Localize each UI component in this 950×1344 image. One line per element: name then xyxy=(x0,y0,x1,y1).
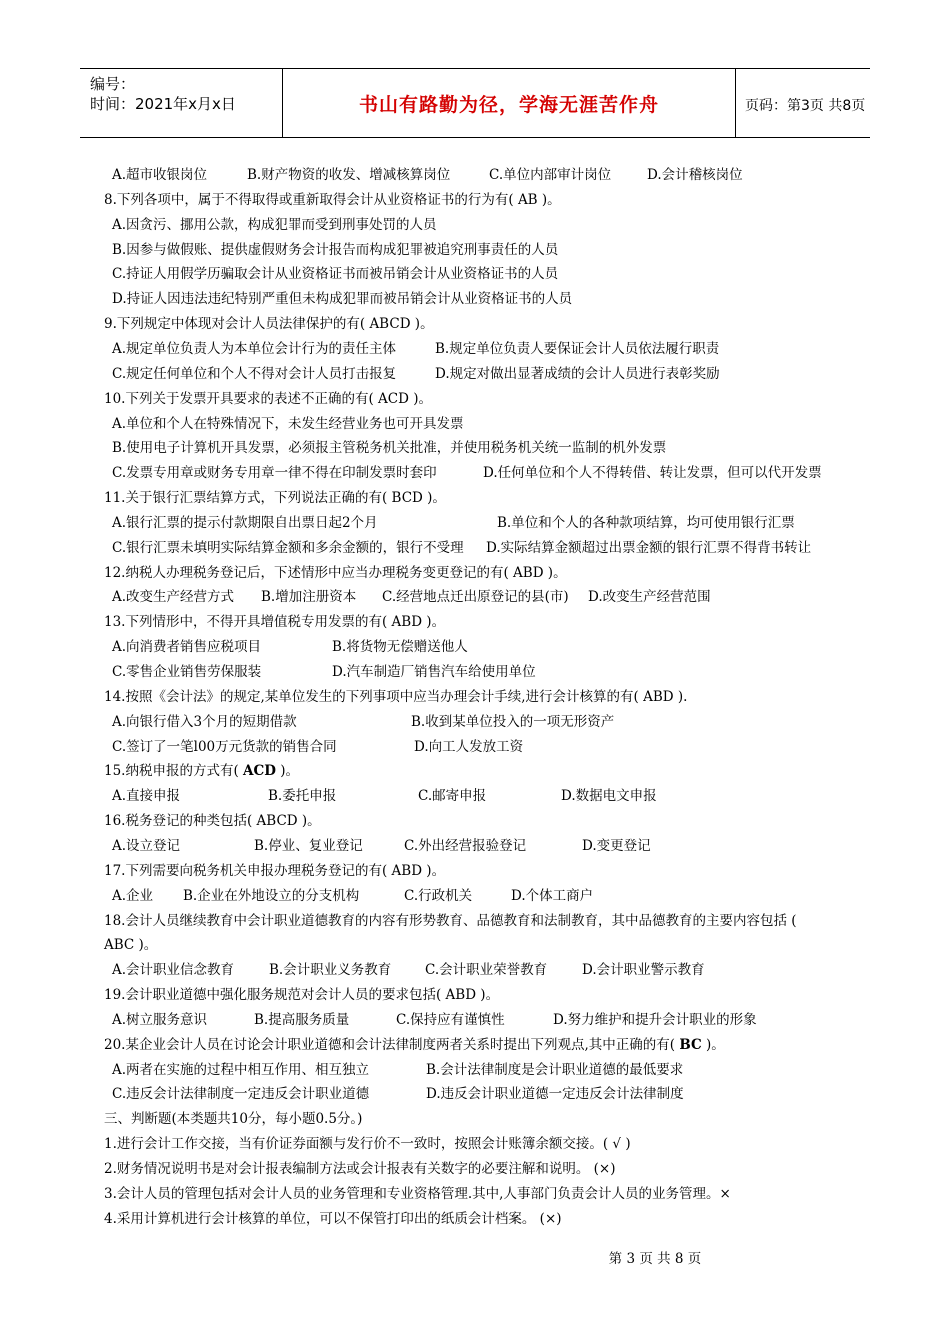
option-text: B.规定单位负责人要保证会计人员依法履行职责 xyxy=(435,341,720,357)
option-text: A.直接申报 xyxy=(112,788,181,804)
question-text: ABC )。 xyxy=(104,937,158,953)
question-text: 18.会计人员继续教育中会计职业道德教育的内容有形势教育、品德教育和法制教育，其中品德教育的主要内容包括 ( xyxy=(104,913,797,929)
option-text: D.改变生产经营范围 xyxy=(588,589,711,605)
option-text: C.签订了一笔l00万元货款的销售合同 xyxy=(112,739,337,755)
option-text: D.努力维护和提升会计职业的形象 xyxy=(553,1012,757,1028)
question-text: 8.下列各项中，属于不得取得或重新取得会计从业资格证书的行为有( AB )。 xyxy=(104,192,561,208)
option-text: D.实际结算金额超过出票金额的银行汇票不得背书转让 xyxy=(486,540,812,556)
question-text: 11.关于银行汇票结算方式，下列说法正确的有( BCD )。 xyxy=(104,490,446,506)
question-text: 14.按照《会计法》的规定,某单位发生的下列事项中应当办理会计手续,进行会计核算的有( ABD ). xyxy=(104,689,688,705)
option-text: C.零售企业销售劳保服装 xyxy=(112,664,262,680)
time-label: 时间：2021年x月x日 xyxy=(90,95,236,113)
option-text: D.个体工商户 xyxy=(511,888,594,904)
question-text: 三、判断题(本类题共10分，每小题0.5分。) xyxy=(104,1111,363,1127)
option-text: D.向工人发放工资 xyxy=(414,739,524,755)
question-text: 10.下列关于发票开具要求的表述不正确的有( ACD )。 xyxy=(104,391,432,407)
option-text: D.汽车制造厂销售汽车给使用单位 xyxy=(332,664,536,680)
number-label: 编号： xyxy=(90,75,136,93)
option-text: A.会计职业信念教育 xyxy=(112,962,235,978)
page-footer xyxy=(0,1247,950,1267)
question-text: 9.下列规定中体现对会计人员法律保护的有( ABCD )。 xyxy=(104,316,434,332)
option-text: B.停业、复业登记 xyxy=(254,838,363,854)
option-text: C.规定任何单位和个人不得对会计人员打击报复 xyxy=(112,366,397,382)
option-text: C.单位内部审计岗位 xyxy=(489,167,612,183)
question-text: 20.某企业会计人员在讨论会计职业道德和会计法律制度两者关系时提出下列观点,其中正确的有( BC )。 xyxy=(104,1037,725,1053)
question-text: 19.会计职业道德中强化服务规范对会计人员的要求包括( ABD )。 xyxy=(104,987,500,1003)
answer-text: BC xyxy=(679,1037,702,1053)
question-text: 15.纳税申报的方式有( ACD )。 xyxy=(104,763,300,779)
option-text: B.将货物无偿赠送他人 xyxy=(332,639,468,655)
option-text: B.单位和个人的各种款项结算，均可使用银行汇票 xyxy=(497,515,795,531)
question-text: 2.财务情况说明书是对会计报表编制方法或会计报表有关数字的必要注解和说明。 (×) xyxy=(104,1161,616,1177)
option-text: B.提高服务质量 xyxy=(254,1012,350,1028)
option-text: C.行政机关 xyxy=(404,888,473,904)
option-text: A.树立服务意识 xyxy=(112,1012,208,1028)
option-text: D.规定对做出显著成绩的会计人员进行表彰奖励 xyxy=(435,366,720,382)
option-text: A.两者在实施的过程中相互作用、相互独立 xyxy=(112,1062,370,1078)
option-text: A.向银行借入3个月的短期借款 xyxy=(112,714,297,730)
option-text: A.规定单位负责人为本单位会计行为的责任主体 xyxy=(112,341,397,357)
option-text: C.违反会计法律制度一定违反会计职业道德 xyxy=(112,1086,370,1102)
option-text: B.增加注册资本 xyxy=(261,589,357,605)
question-text: 12.纳税人办理税务登记后，下述情形中应当办理税务变更登记的有( ABD )。 xyxy=(104,565,567,581)
option-text: A.银行汇票的提示付款期限自出票日起2个月 xyxy=(112,515,378,531)
option-text: C.邮寄申报 xyxy=(418,788,487,804)
option-text: C.经营地点迁出原登记的县(市) xyxy=(382,589,569,605)
option-text: B.企业在外地设立的分支机构 xyxy=(183,888,360,904)
question-text: 3.会计人员的管理包括对会计人员的业务管理和专业资格管理.其中,人事部门负责会计人员的业务管理。× xyxy=(104,1186,731,1202)
question-text: 13.下列情形中，不得开具增值税专用发票的有( ABD )。 xyxy=(104,614,446,630)
option-text: D.会计职业警示教育 xyxy=(582,962,705,978)
option-text: A.超市收银岗位 xyxy=(112,167,208,183)
option-text: D.持证人因违法违纪特别严重但未构成犯罪而被吊销会计从业资格证书的人员 xyxy=(112,291,573,307)
option-text: B.委托申报 xyxy=(268,788,337,804)
option-text: C.会计职业荣誉教育 xyxy=(425,962,548,978)
option-text: A.企业 xyxy=(112,888,154,904)
option-text: A.向消费者销售应税项目 xyxy=(112,639,262,655)
option-text: C.银行汇票未填明实际结算金额和多余金额的，银行不受理 xyxy=(112,540,464,556)
page-code: 页码：第3页 共8页 xyxy=(745,98,866,114)
option-text: A.单位和个人在特殊情况下，未发生经营业务也可开具发票 xyxy=(112,416,464,432)
option-text: D.数据电文申报 xyxy=(561,788,657,804)
option-text: A.设立登记 xyxy=(112,838,181,854)
option-text: B.收到某单位投入的一项无形资产 xyxy=(411,714,615,730)
option-text: B.会计法律制度是会计职业道德的最低要求 xyxy=(426,1062,684,1078)
question-text: 16.税务登记的种类包括( ABCD )。 xyxy=(104,813,321,829)
question-text: 4.采用计算机进行会计核算的单位，可以不保管打印出的纸质会计档案。 (×) xyxy=(104,1211,562,1227)
option-text: A.因贪污、挪用公款，构成犯罪而受到刑事处罚的人员 xyxy=(112,217,437,233)
option-text: B.因参与做假账、提供虚假财务会计报告而构成犯罪被追究刑事责任的人员 xyxy=(112,242,559,258)
answer-text: ACD xyxy=(243,763,276,779)
option-text: B.使用电子计算机开具发票，必须报主管税务机关批准，并使用税务机关统一监制的机外发票 xyxy=(112,440,667,456)
option-text: A.改变生产经营方式 xyxy=(112,589,235,605)
option-text: C.外出经营报验登记 xyxy=(404,838,527,854)
option-text: B.财产物资的收发、增减核算岗位 xyxy=(247,167,451,183)
footer-page-number: 第 3 页 共 8 页 xyxy=(608,1251,702,1267)
question-text: 1.进行会计工作交接，当有价证券面额与发行价不一致时，按照会计账簿余额交接。( √ ) xyxy=(104,1136,631,1152)
option-text: C.发票专用章或财务专用章一律不得在印制发票时套印 xyxy=(112,465,437,481)
option-text: C.持证人用假学历骗取会计从业资格证书而被吊销会计从业资格证书的人员 xyxy=(112,266,559,282)
option-text: C.保持应有谨慎性 xyxy=(396,1012,505,1028)
option-text: D.任何单位和个人不得转借、转让发票，但可以代开发票 xyxy=(483,465,822,481)
option-text: D.会计稽核岗位 xyxy=(647,167,743,183)
question-text: 17.下列需要向税务机关申报办理税务登记的有( ABD )。 xyxy=(104,863,446,879)
motto: 书山有路勤为径，学海无涯苦作舟 xyxy=(358,94,659,116)
option-text: D.变更登记 xyxy=(582,838,651,854)
option-text: B.会计职业义务教育 xyxy=(269,962,392,978)
option-text: D.违反会计职业道德一定违反会计法律制度 xyxy=(426,1086,684,1102)
